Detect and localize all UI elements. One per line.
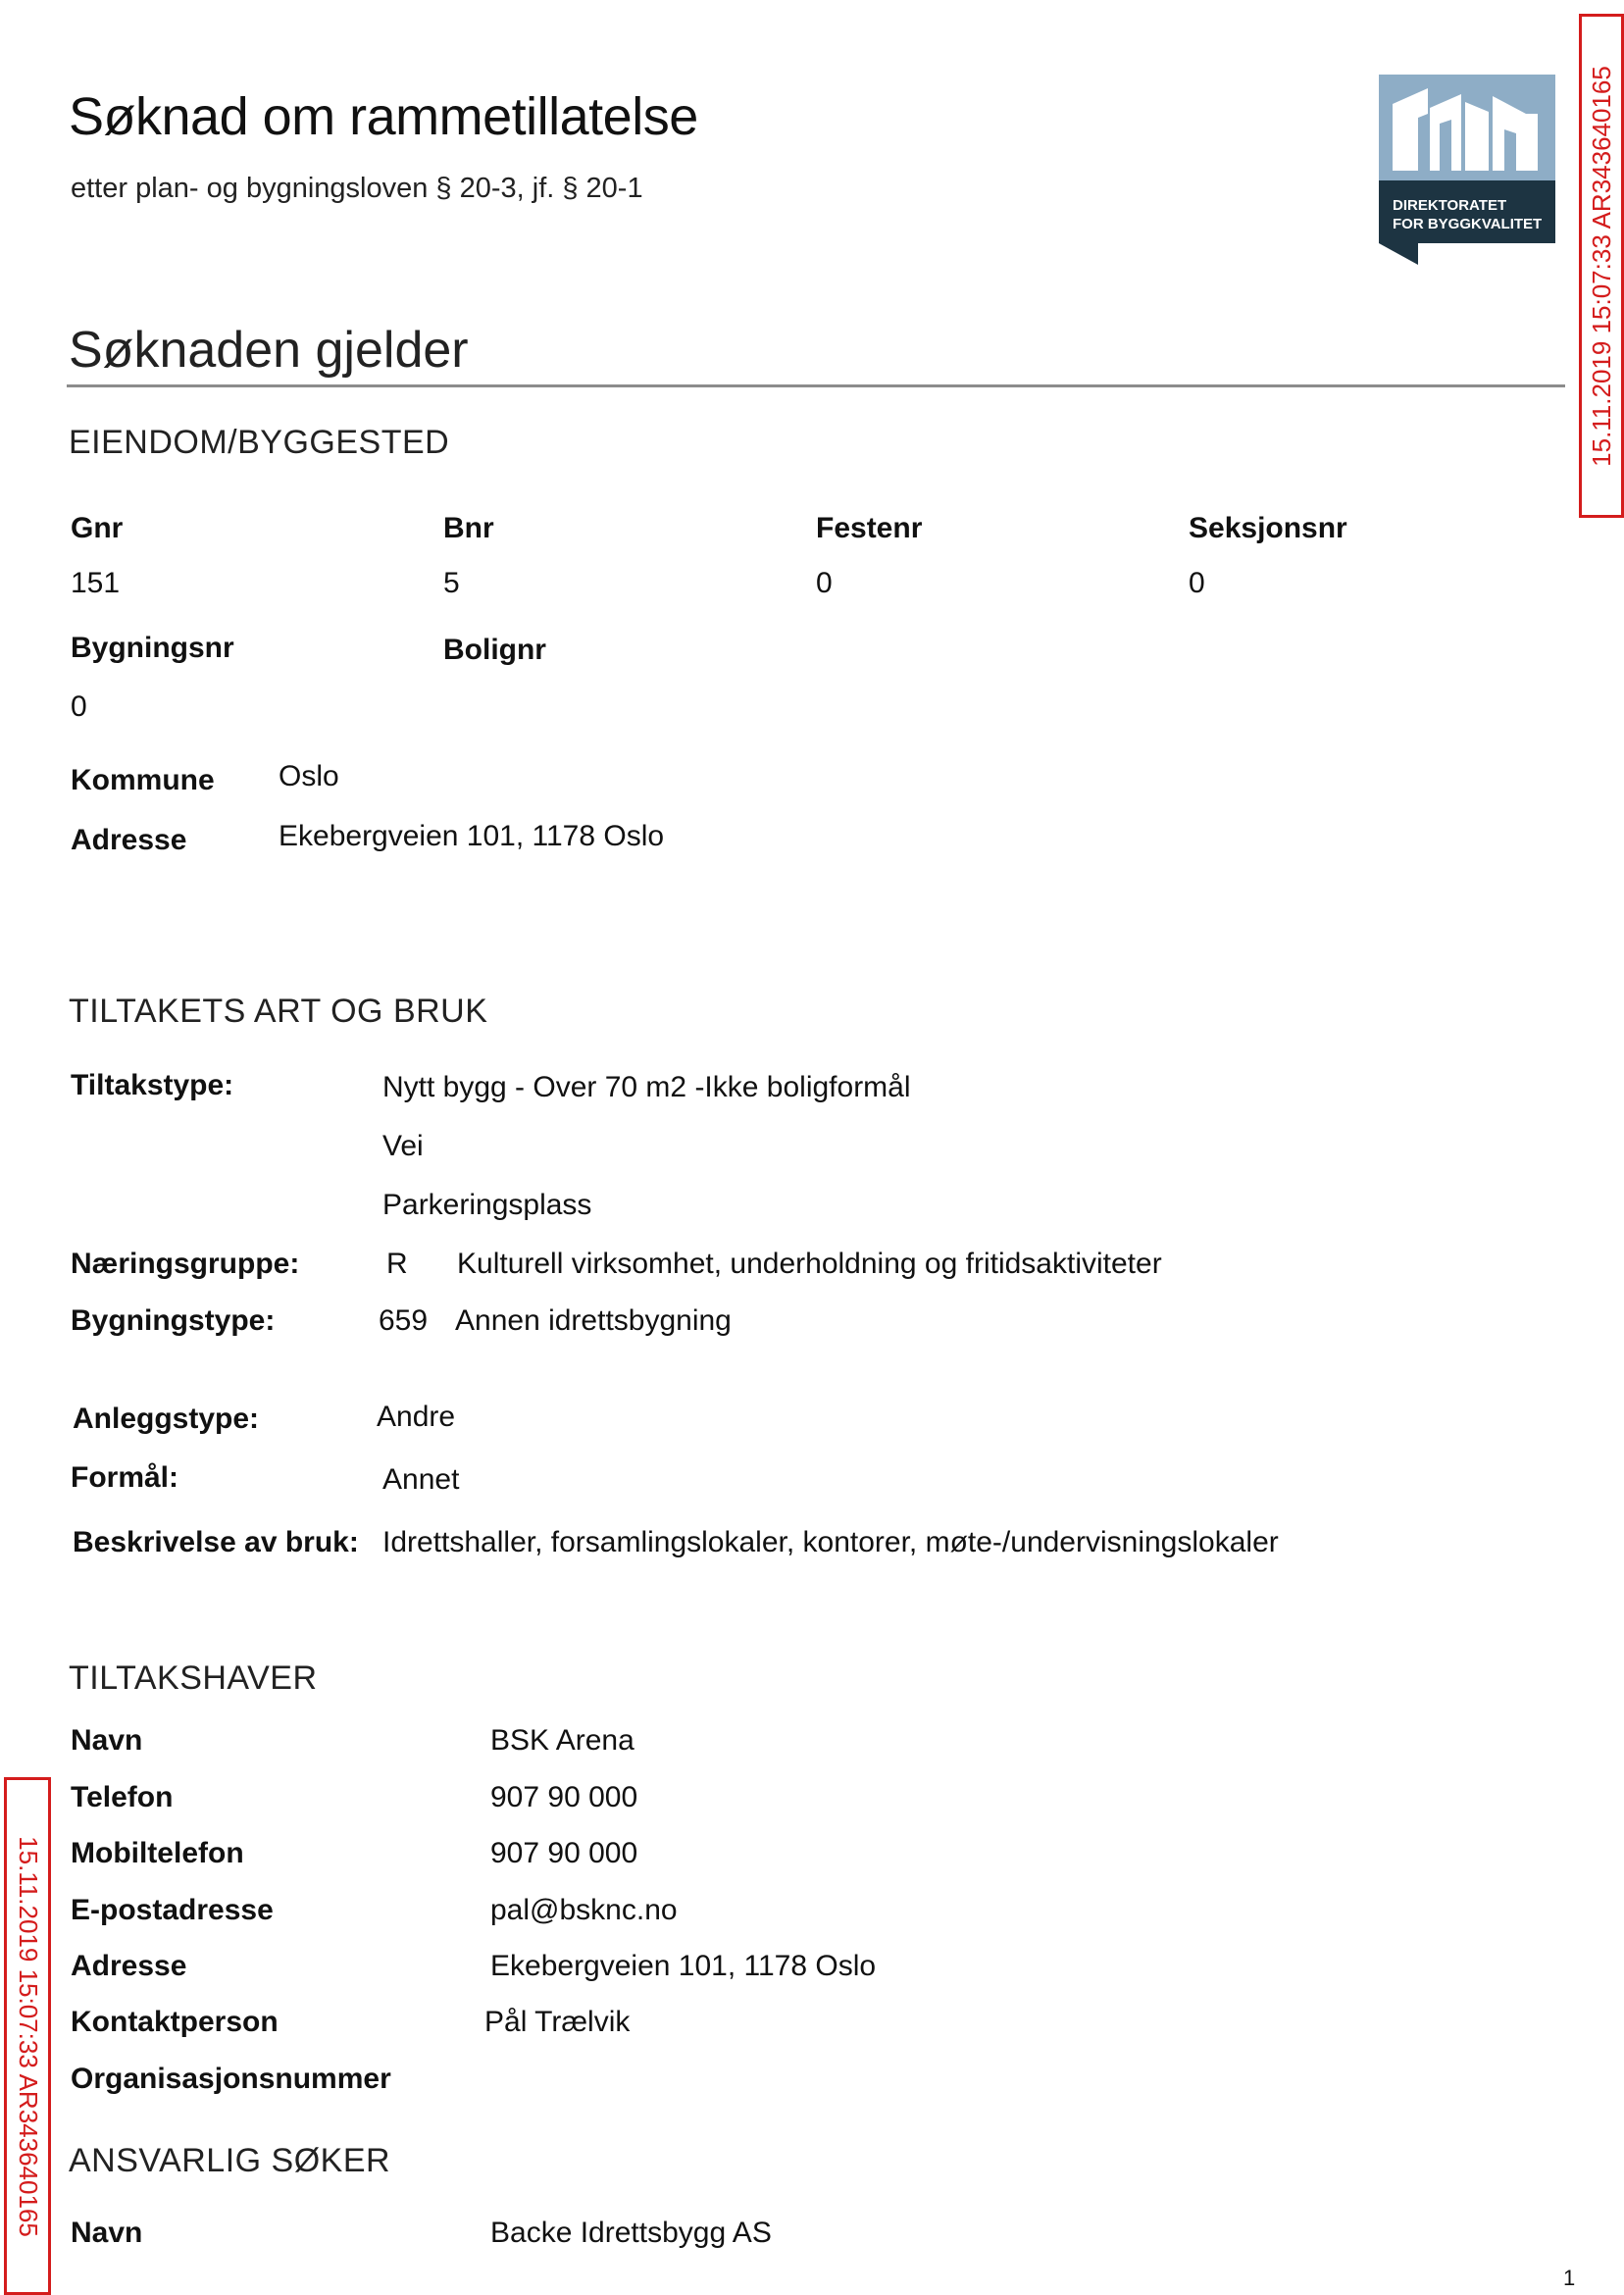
epost-label: E-postadresse <box>71 1894 274 1926</box>
festenr-value: 0 <box>816 567 833 599</box>
tiltakstype-value: Vei <box>382 1130 424 1162</box>
tiltakshaver-navn-label: Navn <box>71 1724 143 1757</box>
seksjonsnr-label: Seksjonsnr <box>1189 512 1347 544</box>
eiendom-heading: EIENDOM/BYGGESTED <box>69 424 450 461</box>
adresse-value: Ekebergveien 101, 1178 Oslo <box>279 820 665 852</box>
festenr-label: Festenr <box>816 512 923 544</box>
tiltakstype-value: Parkeringsplass <box>382 1189 592 1221</box>
telefon-value: 907 90 000 <box>490 1781 638 1813</box>
anleggstype-value: Andre <box>377 1401 456 1433</box>
naeringsgruppe-label: Næringsgruppe: <box>71 1248 300 1280</box>
adresse-label: Adresse <box>71 824 187 856</box>
bygningstype-code: 659 <box>379 1304 429 1337</box>
gnr-label: Gnr <box>71 512 124 544</box>
formal-value: Annet <box>382 1463 460 1496</box>
bygningstype-value: Annen idrettsbygning <box>455 1304 732 1337</box>
bygningstype-label: Bygningstype: <box>71 1304 276 1337</box>
tiltakstype-label: Tiltakstype: <box>71 1069 234 1101</box>
bygningsnr-label: Bygningsnr <box>71 632 234 664</box>
ansvarlig-soker-heading: ANSVARLIG SØKER <box>69 2142 391 2179</box>
beskrivelse-label: Beskrivelse av bruk: <box>73 1526 359 1558</box>
kontaktperson-label: Kontaktperson <box>71 2006 279 2038</box>
organisasjonsnummer-label: Organisasjonsnummer <box>71 2063 391 2095</box>
tiltakshaver-heading: TILTAKSHAVER <box>69 1659 318 1697</box>
tiltak-heading: TILTAKETS ART OG BRUK <box>69 993 488 1030</box>
formal-label: Formål: <box>71 1461 179 1494</box>
naeringsgruppe-value: Kulturell virksomhet, underholdning og fritidsaktiviteter <box>457 1248 1162 1280</box>
tiltakshaver-adresse-value: Ekebergveien 101, 1178 Oslo <box>490 1950 877 1982</box>
anleggstype-label: Anleggstype: <box>73 1402 260 1435</box>
kommune-label: Kommune <box>71 764 215 796</box>
dibk-logo <box>1379 75 1555 265</box>
archive-stamp-left <box>4 1777 51 2295</box>
kontaktperson-value: Pål Trælvik <box>484 2006 631 2038</box>
ansvarlig-soker-navn-label: Navn <box>71 2217 143 2249</box>
beskrivelse-value: Idrettshaller, forsamlingslokaler, kontorer, møte-/undervisningslokaler <box>382 1526 1279 1558</box>
ansvarlig-soker-navn-value: Backe Idrettsbygg AS <box>490 2217 772 2249</box>
tiltakstype-value: Nytt bygg - Over 70 m2 -Ikke boligformål <box>382 1071 911 1103</box>
mobiltelefon-value: 907 90 000 <box>490 1837 638 1869</box>
archive-stamp-top <box>1579 14 1624 518</box>
tiltakshaver-navn-value: BSK Arena <box>490 1724 634 1757</box>
bnr-label: Bnr <box>443 512 494 544</box>
document-title: Søknad om rammetillatelse <box>69 87 698 146</box>
bnr-value: 5 <box>443 567 460 599</box>
section-title: Søknaden gjelder <box>69 322 469 379</box>
archive-stamp-text: 15.11.2019 15:07:33 AR343640165 <box>1586 65 1616 467</box>
seksjonsnr-value: 0 <box>1189 567 1205 599</box>
epost-value: pal@bsknc.no <box>490 1894 678 1926</box>
tiltakshaver-adresse-label: Adresse <box>71 1950 187 1982</box>
archive-stamp-text: 15.11.2019 15:07:33 AR343640165 <box>13 1835 43 2237</box>
logo-text-line2: FOR BYGGKVALITET <box>1393 216 1543 232</box>
bolignr-label: Bolignr <box>443 634 546 666</box>
section-divider <box>67 384 1565 387</box>
page-number: 1 <box>1563 2266 1576 2290</box>
mobiltelefon-label: Mobiltelefon <box>71 1837 244 1869</box>
telefon-label: Telefon <box>71 1781 174 1813</box>
gnr-value: 151 <box>71 567 121 599</box>
document-subtitle: etter plan- og bygningsloven § 20-3, jf. § 20-1 <box>71 173 643 204</box>
naeringsgruppe-code: R <box>386 1248 408 1280</box>
bygningsnr-value: 0 <box>71 690 87 723</box>
kommune-value: Oslo <box>279 760 339 792</box>
logo-text-line1: DIREKTORATET <box>1393 197 1507 214</box>
